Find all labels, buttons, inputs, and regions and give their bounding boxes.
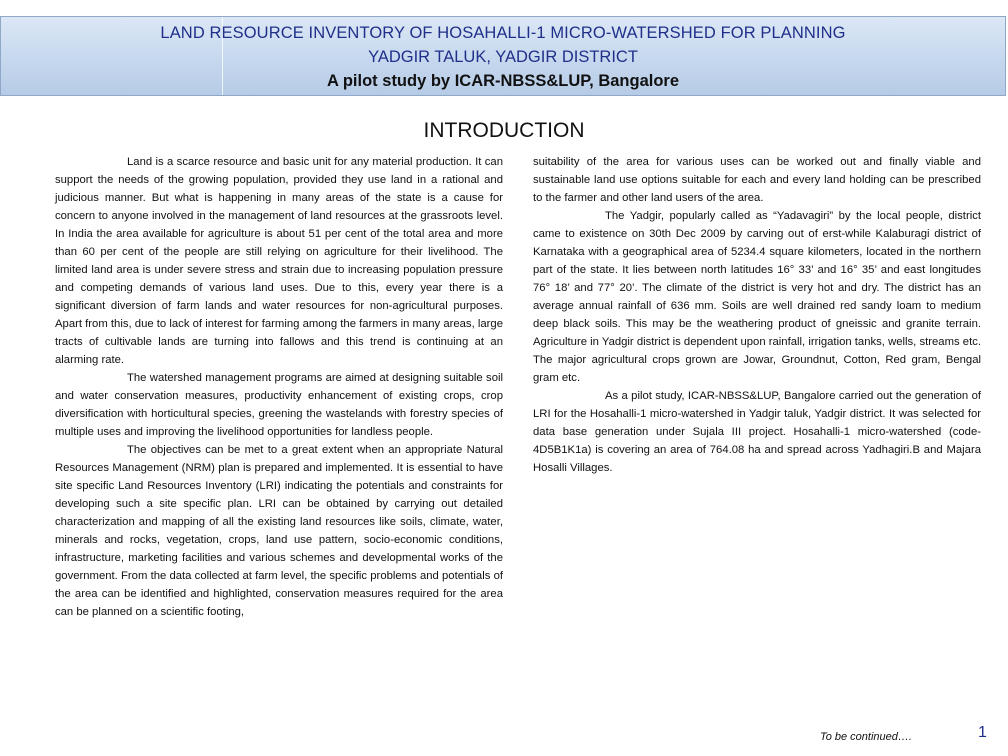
left-column (55, 153, 503, 621)
header-subtitle: A pilot study by ICAR-NBSS&LUP, Bangalore (326, 72, 680, 90)
right-paragraph-2: The Yadgir, popularly called as “Yadavagiri” by the local people, district came to existence on 30th Dec 2009 by carving out of erst-while Kalaburagi district of Karnataka with a geographical area of 5234.4 square kilometers, located in the northern part of the state. It lies between north latitudes 16° 33’ and 16° 35’ and east longitudes 76° 18’ and 77° 20’. The climate of the district is very hot and dry. The district has an average annual rainfall of 636 mm. Soils are well drained red sandy loam to medium deep black soils. This may be the weathering product of gneissic and granite terrain. Agriculture in Yadgir district is dependent upon rainfall, irrigation tanks, wells, streams etc. The major agricultural crops grown are Jowar, Groundnut, Cotton, Red gram, Bengal gram etc. (533, 210, 981, 384)
left-paragraph-3: The objectives can be met to a great extent when an appropriate Natural Resources Management (NRM) plan is prepared and implemented. It is essential to have site specific Land Resources Inventory (LRI) indicating the potentials and constraints for developing such a site specific plan. LRI can be obtained by carrying out detailed characterization and mapping of all the existing land resources like soils, climate, water, minerals and rocks, vegetation, crops, land use pattern, socio-economic conditions, infrastructure, marketing facilities and various schemes and developmental works of the government. From the data collected at farm level, the specific problems and potentials of the area can be identified and highlighted, conservation measures required for the area can be planned on a scientific footing, (55, 444, 503, 618)
section-title: INTRODUCTION (423, 119, 585, 142)
document-header (0, 16, 1006, 96)
right-paragraph-1: suitability of the area for various uses can be worked out and finally viable and sustainable land use options suitable for each and every land holding can be prescribed to the farmer and other land users of the area. (533, 156, 981, 204)
left-paragraph-1: Land is a scarce resource and basic unit for any material production. It can support the needs of the growing population, provided they use land in a rational and judicious manner. But what is happening in many areas of the state is a cause for concern to anyone involved in the management of land resources at the grassroots level. In India the area available for agriculture is about 51 per cent of the total area and more than 60 per cent of the people are still relying on agriculture for their livelihood. The limited land area is under severe stress and strain due to increasing population pressure and competing demands of various land uses. Due to this, every year there is a significant diversion of farm lands and water resources for non-agricultural purposes. Apart from this, due to lack of interest for farming among the farmers in many areas, large tracts of cultivable lands are turning into fallows and this trend is continuing at an alarming rate. (55, 156, 503, 366)
page-number: 1 (978, 724, 987, 741)
continued-note: To be continued…. (820, 731, 912, 743)
header-title-line1: LAND RESOURCE INVENTORY OF HOSAHALLI-1 MICRO-WATERSHED FOR PLANNING (160, 24, 846, 42)
left-paragraph-2: The watershed management programs are aimed at designing suitable soil and water conservation measures, productivity enhancement of existing crops, crop diversification with horticultural species, greening the wastelands with forestry species of multiple uses and improving the livelihood opportunities for landless people. (55, 372, 503, 438)
right-column (533, 153, 981, 477)
header-title-line2: YADGIR TALUK, YADGIR DISTRICT (368, 48, 638, 66)
right-paragraph-3: As a pilot study, ICAR-NBSS&LUP, Bangalore carried out the generation of LRI for the Hosahalli-1 micro-watershed in Yadgir taluk, Yadgir district. It was selected for data base generation under Sujala III project. Hosahalli-1 micro-watershed (code- 4D5B1K1a) is covering an area of 764.08 ha and spread across Yadhagiri.B and Majara Hosalli Villages. (533, 390, 981, 474)
